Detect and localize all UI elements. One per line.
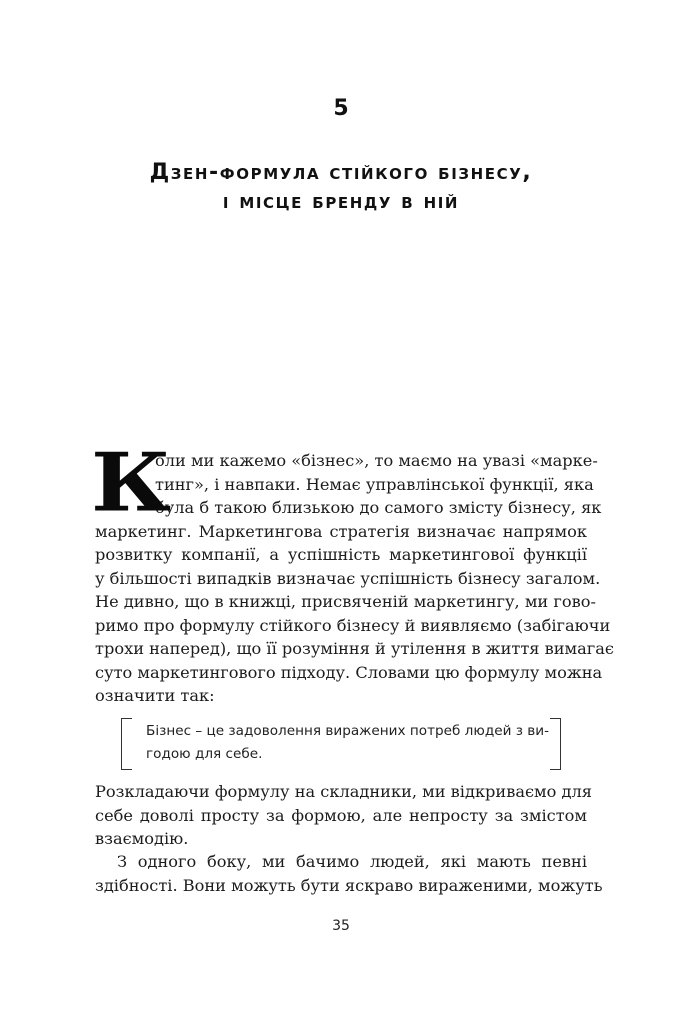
- right-bracket-icon: [550, 718, 561, 770]
- text-line: Не дивно, що в книжці, присвяченій маркетингу, ми гово-: [95, 592, 596, 611]
- text-line: З одного боку, ми бачимо людей, які мають певні: [117, 852, 587, 871]
- text-line: трохи наперед), що її розуміння й утілення в життя вимагає: [95, 639, 614, 658]
- text-line: розвитку компанії, а успішність маркетингової функції: [95, 545, 587, 564]
- text-line: суто маркетингового підходу. Словами цю формулу можна: [95, 662, 603, 682]
- text-line: взаємодію.: [95, 829, 189, 848]
- formula-text: [146, 720, 550, 766]
- page-number: 35: [332, 918, 350, 934]
- text-line: здібності. Вони можуть бути яскраво вираженими, можуть: [95, 875, 603, 895]
- text-line: маркетинг. Маркетингова стратегія визначає напрямок: [95, 521, 587, 541]
- chapter-title-line-1: Дзен-формула стійкого бізнесу,: [149, 160, 533, 185]
- paragraph-people: [95, 850, 603, 897]
- text-line: була б такою близькою до самого змісту бізнесу, як: [155, 498, 602, 517]
- chapter-title-line-2: і місце бренду в ній: [222, 189, 460, 214]
- text-line: себе доволі просту за формою, але непросту за змістом: [95, 805, 587, 825]
- text-line: оли ми кажемо «бізнес», то маємо на увазі «марке-: [155, 451, 598, 470]
- text-line: тинг», і навпаки. Немає управлінської функції, яка: [155, 474, 594, 494]
- chapter-number: 5: [333, 96, 349, 121]
- chapter-title: [0, 158, 682, 216]
- drop-cap: К: [91, 434, 172, 530]
- text-line: означити так:: [95, 686, 215, 705]
- left-bracket-icon: [121, 718, 132, 770]
- text-line: Розкладаючи формулу на складники, ми відкриваємо для: [95, 782, 592, 801]
- quote-line: Бізнес – це задоволення виражених потреб людей з ви-: [146, 723, 550, 739]
- text-line: римо про формулу стійкого бізнесу й виявляємо (забігаючи: [95, 615, 611, 635]
- quote-line: годою для себе.: [146, 746, 263, 762]
- text-line: у більшості випадків визначає успішність бізнесу загалом.: [95, 568, 601, 588]
- paragraph-intro: [91, 434, 614, 708]
- formula-quote: [121, 718, 561, 770]
- paragraph-decomposition: [95, 780, 592, 851]
